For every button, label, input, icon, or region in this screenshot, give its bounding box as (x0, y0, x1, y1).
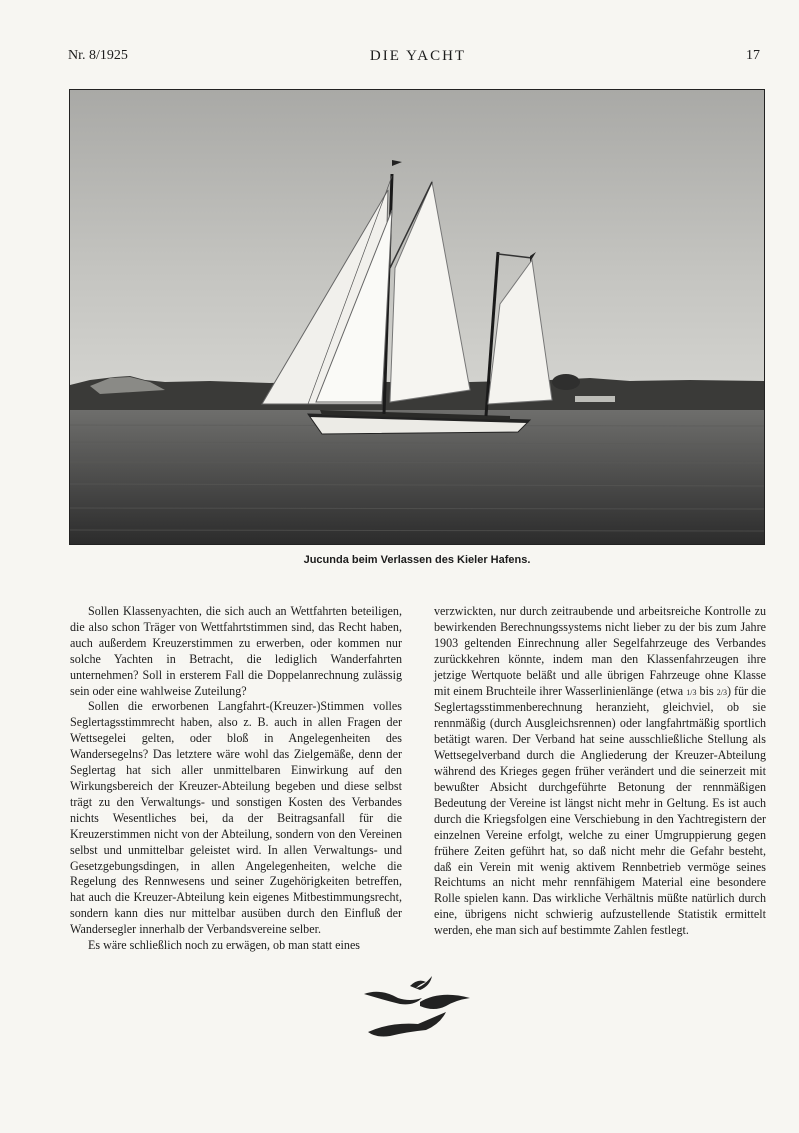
issue-number: Nr. 8/1925 (68, 48, 128, 63)
paragraph: Es wäre schließlich noch zu erwägen, ob man statt eines (88, 938, 361, 953)
fraction: 1/3 (686, 687, 697, 697)
text-run: ) für die Seglertagsstimmenberechnung heranzieht, gleichviel, ob sie rennmäßig (durch Ausgleichsrennen) oder langfahrtmäßig sportlich betätigt waren. Der Verband hat seine ausschließliche Stellung als Wettsegelverband durch die Angliederung der Kreuzer-Abteilung während des Krieges gegen früher verändert und die seinerzeit mit bewußter Absicht durchgeführte Betonung der rennmäßigen Bedeutung der Vereine ist längst nicht mehr in Geltung. Es ist auch durch die Kriegsfolgen eine Verschiebung in den Yachtregistern der einzelnen Vereine erfolgt, welche zu einer Umgruppierung gegen frühere Zeiten geführt hat, so daß nicht mehr die Gefahr besteht, daß ein Verein mit wenig aktivem Rennbetrieb vermöge seines Reichtums an nicht mehr rennfähigem Material eine besondere Rolle spielen kann. Das wirkliche Verhältnis müßte natürlich durch eine, übrigens nicht schwierig aufzustellende Statistik ermittelt werden, ehe man sich auf bestimmte Zahlen festlegt. (434, 683, 766, 938)
article-column-right (434, 604, 766, 939)
paragraph-continued (434, 604, 766, 939)
page-number: 17 (746, 48, 760, 63)
article-column-left (70, 604, 402, 954)
yacht-photo-image (70, 90, 764, 544)
fraction: 2/3 (716, 687, 727, 697)
yacht-photograph (69, 89, 765, 545)
text-run: verzwickten, nur durch zeitraubende und arbeitsreiche Kontrolle zu bewirkenden Berechnungssystems nicht lieber zu der bis zum Jahre 1903 geltenden Einrechnung aller Segelfahrzeuge des Verbandes zurückkehren könnte, indem man den Klassenfahrzeugen ihre jetzige Wertquote beläßt und alle übrigen Fahrzeuge ohne Klasse mit einem Bruchteile ihrer Wasserlinienlänge (etwa (434, 604, 766, 698)
seagulls-ornament-icon (360, 972, 480, 1044)
paragraph: Sollen die erworbenen Langfahrt-(Kreuzer-)Stimmen volles Seglertagsstimmrecht haben, also z. B. auch in allen Fragen der Wettsegelei gelten, oder bloß in Angelegenheiten des Wandersegelns? Das letztere wäre wohl das Zielgemäße, denn der Seglertag hat sich aller unmittelbaren Einwirkung auf den Wirkungsbereich der Kreuzer-Abteilung begeben und diese selbst trägt zu den Verwaltungs- und sonstigen Kosten des Verbandes nichts Wesentliches bei, da der Beitragsanfall für die Kreuzerstimmen nicht von der Abteilung, sondern von den Vereinen selbst und unmittelbar geleistet wird. In allen Verwaltungs- und Gesetzgebungsdingen, in allen Angelegenheiten, welche die Regelung des Rennwesens und seiner Zugehörigkeiten betreffen, hat auch die Kreuzer-Abteilung kein eigenes Mitbestimmungsrecht, sondern kann dies nur mittelbar ausüben durch den Einfluß der Wandersegler innerhalb der Verbandsvereine selber. (70, 699, 402, 937)
page-header (68, 48, 768, 68)
magazine-title: DIE YACHT (369, 48, 467, 64)
photo-caption: Jucunda beim Verlassen des Kieler Hafens. (303, 554, 531, 566)
paragraph: Sollen Klassenyachten, die sich auch an Wettfahrten beteiligen, die also schon Träger von Wettfahrtstimmen sind, das Recht haben, auch außerdem Kreuzerstimmen zu erwerben, oder kommen nur solche Yachten in Betracht, die lediglich Wanderfahrten unternehmen? Soll in ersterem Fall die Doppelanrechnung zulässig sein oder eine wahlweise Zuteilung? (70, 604, 402, 698)
text-run: bis (699, 683, 714, 698)
